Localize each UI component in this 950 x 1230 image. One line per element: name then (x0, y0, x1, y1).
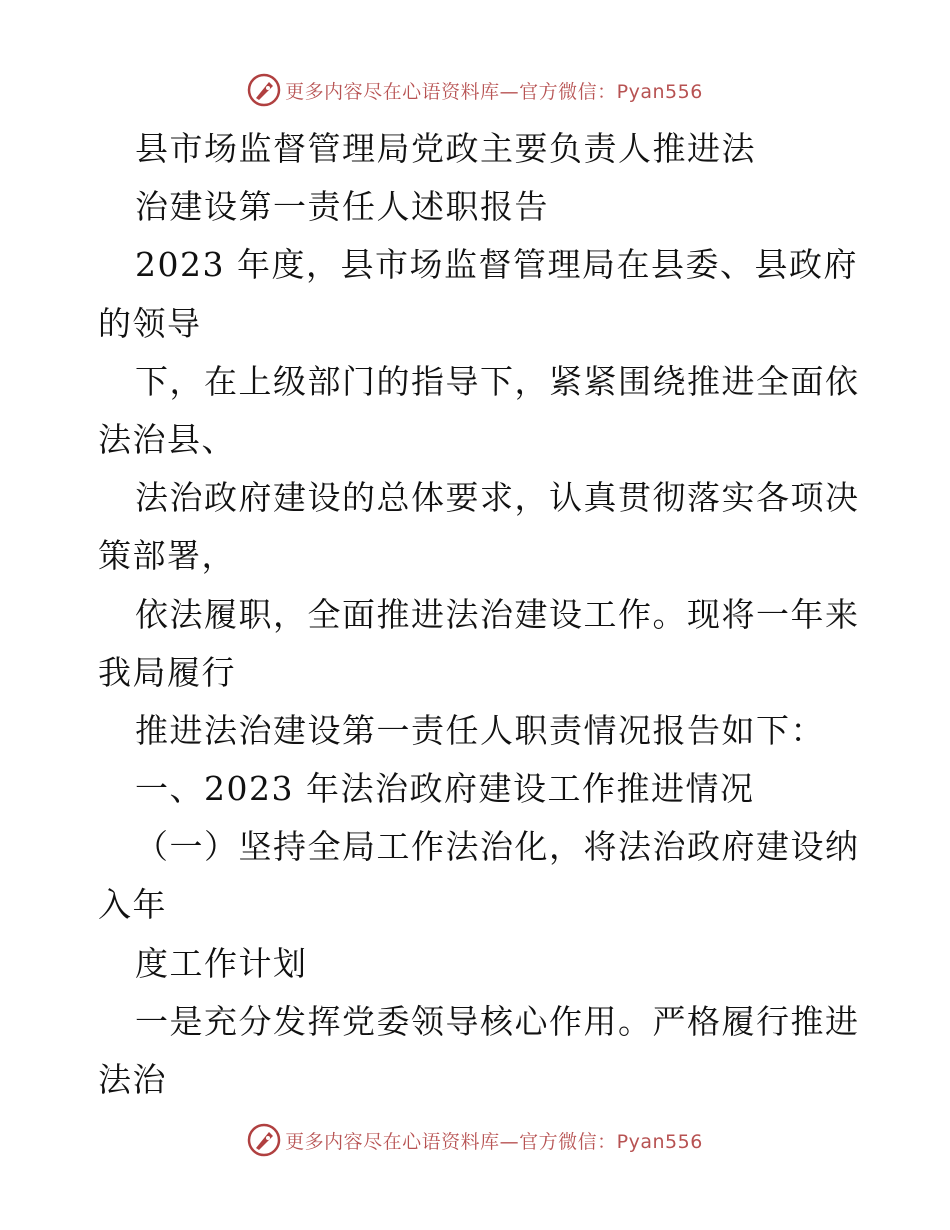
pen-nib-logo-icon (247, 73, 281, 107)
title-line-2: 治建设第一责任人述职报告 (135, 187, 549, 227)
paragraph-line: 下，在上级部门的指导下，紧紧围绕推进全面依 (135, 361, 860, 401)
paragraph-line: 推进法治建设第一责任人职责情况报告如下： (135, 710, 825, 750)
document-body (98, 120, 858, 1109)
paragraph-line: 策部署， (98, 536, 236, 576)
paragraph-line: 的领导 (98, 303, 202, 343)
paragraph-line: 我局履行 (98, 652, 236, 692)
paragraph-line: 2023 年度，县市场监督管理局在县委、县政府 (135, 245, 858, 285)
paragraph-line: 法治政府建设的总体要求，认真贯彻落实各项决 (135, 478, 860, 518)
pen-nib-logo-icon (247, 1123, 281, 1157)
footer-watermark (0, 1120, 950, 1160)
watermark-text: 更多内容尽在心语资料库—官方微信：Pyan556 (285, 1130, 703, 1153)
subsection-heading-continued: 度工作计划 (135, 943, 308, 983)
title-line-1: 县市场监督管理局党政主要负责人推进法 (135, 129, 756, 168)
header-watermark (0, 70, 950, 110)
paragraph-line: 法治县、 (98, 419, 236, 459)
paragraph-line: 法治 (98, 1060, 167, 1099)
paragraph-line: 一是充分发挥党委领导核心作用。严格履行推进 (135, 1001, 860, 1041)
subsection-heading: （一）坚持全局工作法治化，将法治政府建设纳 (135, 827, 860, 867)
subsection-heading-continued: 入年 (98, 885, 167, 925)
watermark-text: 更多内容尽在心语资料库—官方微信：Pyan556 (285, 80, 703, 103)
paragraph-line: 依法履职，全面推进法治建设工作。现将一年来 (135, 594, 860, 634)
section-heading: 一、2023 年法治政府建设工作推进情况 (135, 769, 755, 809)
